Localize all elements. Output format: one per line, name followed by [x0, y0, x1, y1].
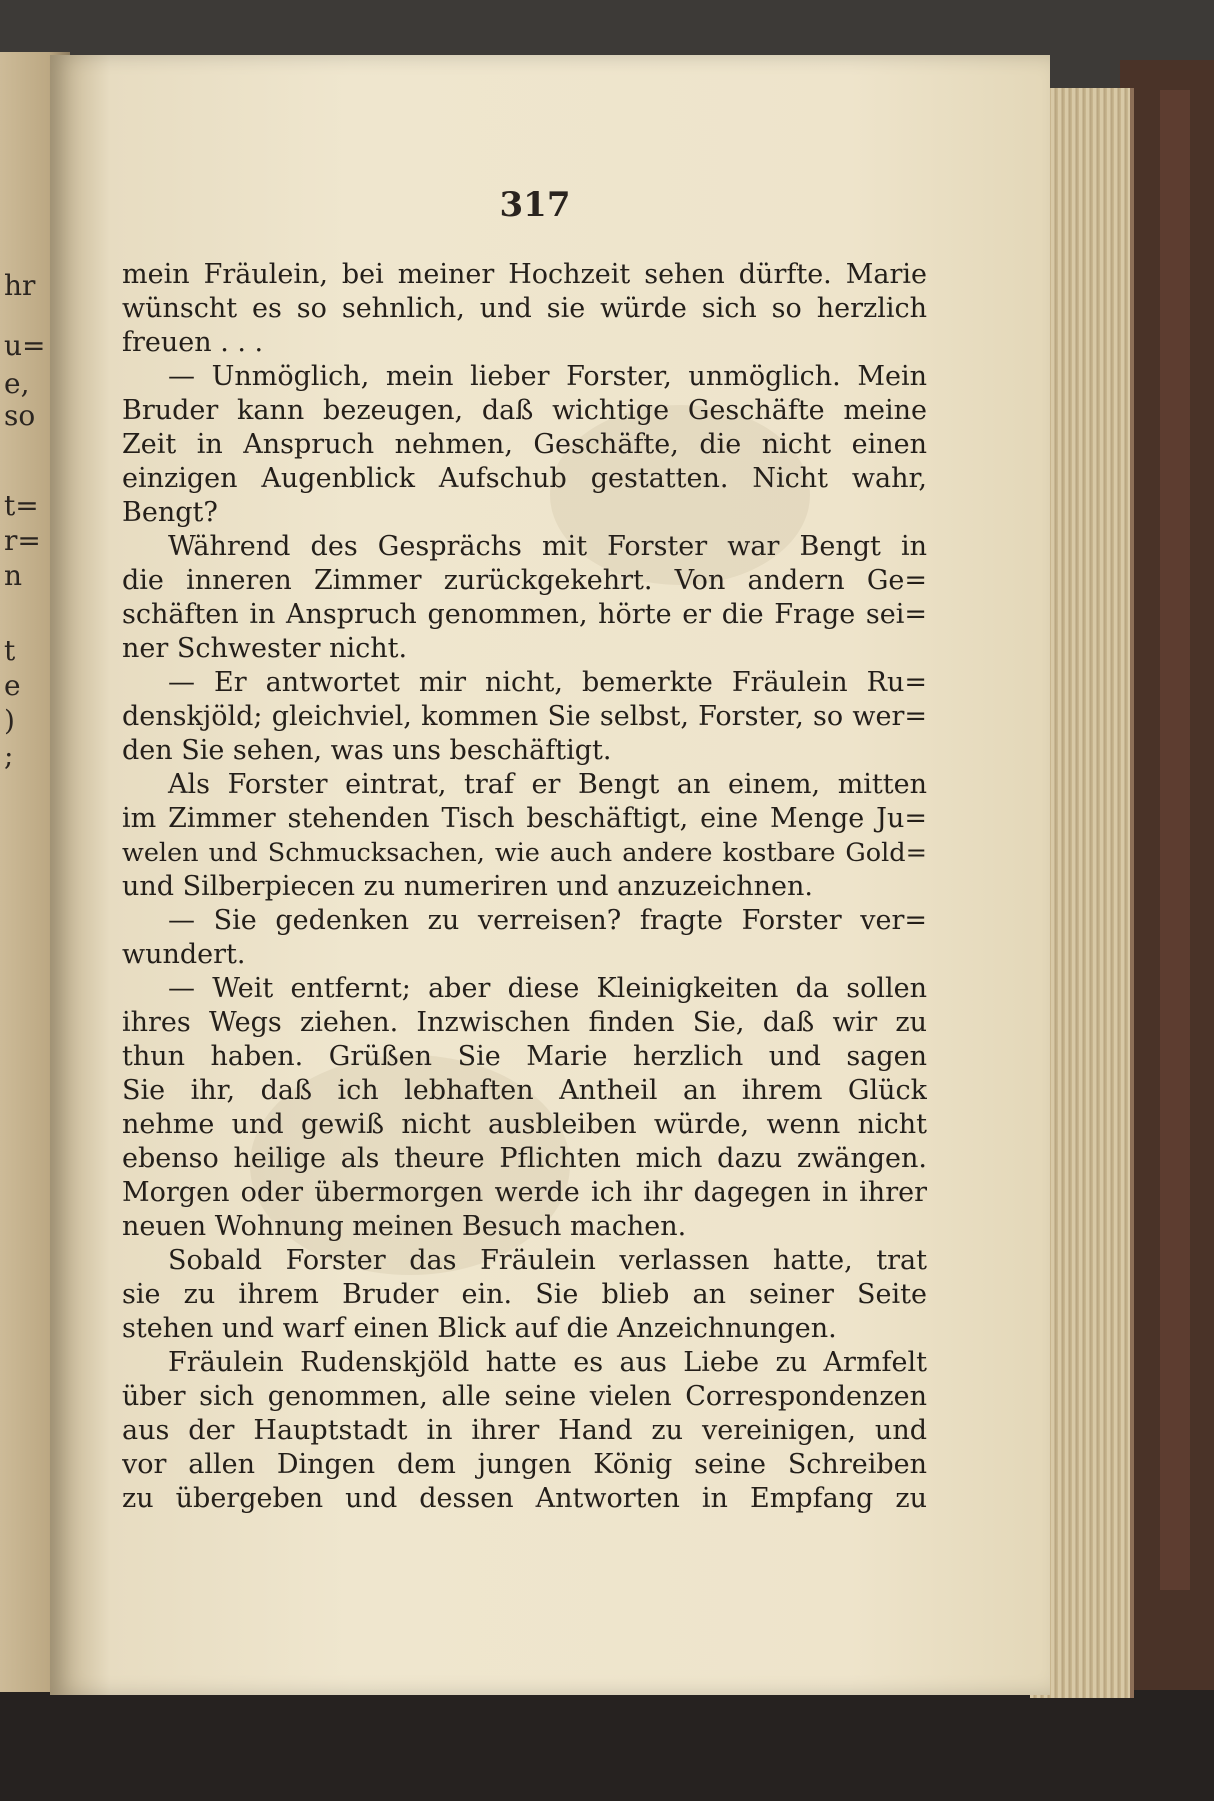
text-line: — Sie gedenken zu verreisen? fragte Forster ver=	[168, 905, 927, 936]
text-line: Zeit in Anspruch nehmen, Geschäfte, die nicht einen	[122, 429, 927, 460]
text-line: Bengt?	[122, 497, 218, 528]
text-line: im Zimmer stehenden Tisch beschäftigt, eine Menge Ju=	[122, 803, 927, 834]
text-line: mein Fräulein, bei meiner Hochzeit sehen dürfte. Marie	[122, 259, 927, 290]
text-line: Während des Gesprächs mit Forster war Bengt in	[168, 531, 927, 562]
text-line: — Unmöglich, mein lieber Forster, unmöglich. Mein	[168, 361, 927, 392]
text-line: zu übergeben und dessen Antworten in Empfang zu	[122, 1483, 927, 1514]
text-line: Sobald Forster das Fräulein verlassen hatte, trat	[168, 1245, 927, 1276]
text-line: nehme und gewiß nicht ausbleiben würde, wenn nicht	[122, 1109, 927, 1140]
text-line: einzigen Augenblick Aufschub gestatten. Nicht wahr,	[122, 463, 927, 494]
text-line: den Sie sehen, was uns beschäftigt.	[122, 735, 612, 766]
left-page-fragment: ;	[4, 739, 14, 772]
text-line: — Weit entfernt; aber diese Kleinigkeiten da sollen	[168, 973, 927, 1004]
left-page-fragment: r=	[4, 524, 41, 557]
text-line: ner Schwester nicht.	[122, 633, 408, 664]
text-line: freuen . . .	[122, 327, 264, 358]
text-line: Als Forster eintrat, traf er Bengt an einem, mitten	[168, 769, 927, 800]
left-page-fragment: e,	[4, 367, 30, 400]
text-line: und Silberpiecen zu numeriren und anzuzeichnen.	[122, 871, 813, 902]
text-line: wundert.	[122, 939, 246, 970]
text-line: Sie ihr, daß ich lebhaften Antheil an ihrem Glück	[122, 1075, 927, 1106]
text-line: wünscht es so sehnlich, und sie würde sich so herzlich	[122, 293, 927, 324]
text-line: aus der Hauptstadt in ihrer Hand zu vereinigen, und	[122, 1415, 927, 1446]
page-text	[122, 258, 927, 1516]
left-page-fragment: u=	[4, 329, 46, 362]
book-cover-bottom	[0, 1690, 1214, 1801]
text-line: ebenso heilige als theure Pflichten mich dazu zwängen.	[122, 1143, 927, 1174]
text-line: vor allen Dingen dem jungen König seine Schreiben	[122, 1449, 927, 1480]
text-line: ihres Wegs ziehen. Inzwischen finden Sie, daß wir zu	[122, 1007, 927, 1038]
text-line: neuen Wohnung meinen Besuch machen.	[122, 1211, 687, 1242]
text-line: — Er antwortet mir nicht, bemerkte Fräulein Ru=	[168, 667, 927, 698]
text-line: denskjöld; gleichviel, kommen Sie selbst, Forster, so wer=	[122, 701, 927, 732]
text-line: stehen und warf einen Blick auf die Anzeichnungen.	[122, 1313, 837, 1344]
left-page-fragment: )	[4, 704, 15, 737]
left-page-fragment: t=	[4, 489, 39, 522]
text-line: welen und Schmucksachen, wie auch andere kostbare Gold=	[122, 838, 927, 868]
text-line: schäften in Anspruch genommen, hörte er die Frage sei=	[122, 599, 927, 630]
text-line: sie zu ihrem Bruder ein. Sie blieb an seiner Seite	[122, 1279, 927, 1310]
text-line: über sich genommen, alle seine vielen Correspondenzen	[122, 1381, 927, 1412]
text-line: Morgen oder übermorgen werde ich ihr dagegen in ihrer	[122, 1177, 927, 1208]
left-page-fragment: e	[4, 669, 21, 702]
text-line: Fräulein Rudenskjöld hatte es aus Liebe zu Armfelt	[168, 1347, 927, 1378]
left-page-fragment: hr	[4, 269, 36, 302]
book-cover-edge	[1160, 90, 1190, 1590]
left-page-fragment: so	[4, 399, 36, 432]
left-page-fragment: n	[4, 559, 23, 592]
text-line: die inneren Zimmer zurückgekehrt. Von andern Ge=	[122, 565, 927, 596]
text-line: thun haben. Grüßen Sie Marie herzlich und sagen	[122, 1041, 927, 1072]
text-line: Bruder kann bezeugen, daß wichtige Geschäfte meine	[122, 395, 927, 426]
page-number: 317	[499, 185, 571, 225]
left-page-fragment: t	[4, 634, 16, 667]
